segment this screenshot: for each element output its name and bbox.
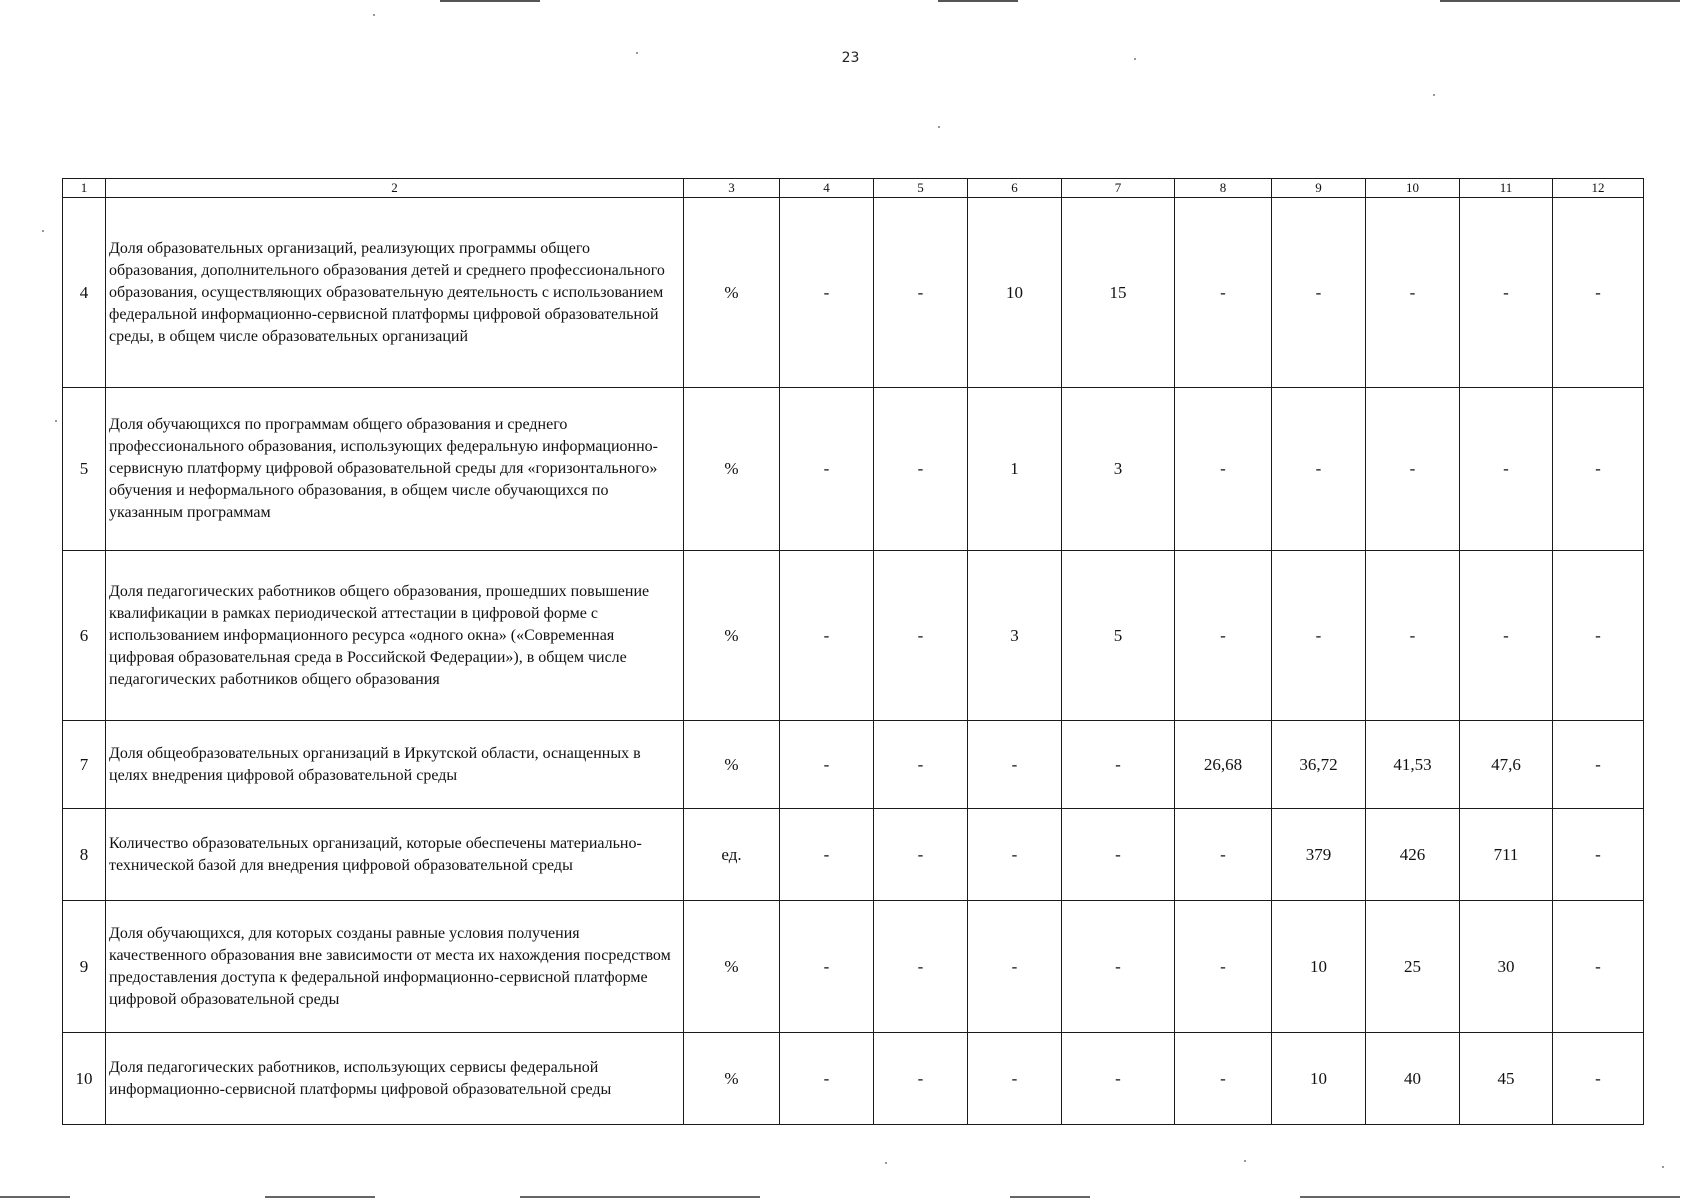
row-number: 6 <box>63 551 106 721</box>
column-header: 4 <box>780 179 874 198</box>
table-row <box>63 901 1644 1033</box>
table-row <box>63 551 1644 721</box>
value-cell: - <box>874 198 968 388</box>
indicators-table <box>62 178 1644 1125</box>
value-cell: - <box>1553 721 1644 809</box>
unit-cell: % <box>684 721 780 809</box>
value-cell: 40 <box>1366 1033 1460 1125</box>
value-cell: - <box>1553 809 1644 901</box>
value-cell: - <box>1272 551 1366 721</box>
indicator-description: Доля обучающихся по программам общего образования и среднего профессионального образования, использующих федеральную информационно-сервисную платформу цифровой образовательной среды для «горизонтального» обучения и неформального образования, в общем числе обучающихся по указанным программам <box>106 388 684 551</box>
value-cell: - <box>1062 721 1175 809</box>
value-cell: - <box>1062 901 1175 1033</box>
value-cell: - <box>874 901 968 1033</box>
scan-edge-line <box>938 0 1018 2</box>
value-cell: - <box>780 809 874 901</box>
value-cell: 45 <box>1460 1033 1553 1125</box>
scan-speck <box>1662 1166 1664 1168</box>
value-cell: 30 <box>1460 901 1553 1033</box>
value-cell: - <box>874 721 968 809</box>
table-row <box>63 198 1644 388</box>
value-cell: - <box>874 809 968 901</box>
scan-speck <box>938 126 940 128</box>
value-cell: - <box>874 551 968 721</box>
column-header: 8 <box>1175 179 1272 198</box>
value-cell: - <box>1553 198 1644 388</box>
indicator-description: Количество образовательных организаций, которые обеспечены материально-технической базой для внедрения цифровой образовательной среды <box>106 809 684 901</box>
value-cell: - <box>1460 551 1553 721</box>
column-header: 2 <box>106 179 684 198</box>
value-cell: 41,53 <box>1366 721 1460 809</box>
indicator-description: Доля общеобразовательных организаций в Иркутской области, оснащенных в целях внедрения цифровой образовательной среды <box>106 721 684 809</box>
value-cell: - <box>1366 388 1460 551</box>
value-cell: - <box>1460 388 1553 551</box>
value-cell: - <box>874 1033 968 1125</box>
value-cell: - <box>968 1033 1062 1125</box>
row-number: 10 <box>63 1033 106 1125</box>
row-number: 7 <box>63 721 106 809</box>
value-cell: 10 <box>1272 1033 1366 1125</box>
scan-edge-line <box>520 1196 760 1198</box>
value-cell: 10 <box>1272 901 1366 1033</box>
value-cell: - <box>1553 1033 1644 1125</box>
column-header: 1 <box>63 179 106 198</box>
value-cell: 379 <box>1272 809 1366 901</box>
scan-edge-line <box>1010 1196 1090 1198</box>
unit-cell: % <box>684 388 780 551</box>
value-cell: 1 <box>968 388 1062 551</box>
value-cell: - <box>1553 388 1644 551</box>
row-number: 8 <box>63 809 106 901</box>
value-cell: 25 <box>1366 901 1460 1033</box>
unit-cell: % <box>684 198 780 388</box>
value-cell: - <box>1460 198 1553 388</box>
value-cell: 26,68 <box>1175 721 1272 809</box>
value-cell: - <box>1062 1033 1175 1125</box>
value-cell: - <box>780 198 874 388</box>
value-cell: - <box>1175 198 1272 388</box>
value-cell: - <box>1366 551 1460 721</box>
indicator-description: Доля педагогических работников общего образования, прошедших повышение квалификации в рамках периодической аттестации в цифровой форме с использованием информационного ресурса «одного окна» («Современная цифровая образовательная среда в Российской Федерации»), в общем числе педагогических работников общего образования <box>106 551 684 721</box>
value-cell: - <box>968 721 1062 809</box>
scan-speck <box>373 14 375 16</box>
value-cell: - <box>1553 551 1644 721</box>
value-cell: 3 <box>1062 388 1175 551</box>
indicator-description: Доля образовательных организаций, реализующих программы общего образования, дополнительного образования детей и среднего профессионального образования, осуществляющих образовательную деятельность с использованием федеральной информационно-сервисной платформы цифровой образовательной среды, в общем числе образовательных организаций <box>106 198 684 388</box>
column-header: 5 <box>874 179 968 198</box>
column-header: 9 <box>1272 179 1366 198</box>
table-row <box>63 809 1644 901</box>
column-header: 6 <box>968 179 1062 198</box>
value-cell: 10 <box>968 198 1062 388</box>
value-cell: - <box>874 388 968 551</box>
value-cell: - <box>780 721 874 809</box>
indicator-description: Доля обучающихся, для которых созданы равные условия получения качественного образования вне зависимости от места их нахождения посредством предоставления доступа к федеральной информационно-сервисной платформе цифровой образовательной среды <box>106 901 684 1033</box>
unit-cell: ед. <box>684 809 780 901</box>
page-number: 23 <box>841 50 860 66</box>
value-cell: 3 <box>968 551 1062 721</box>
value-cell: 711 <box>1460 809 1553 901</box>
row-number: 4 <box>63 198 106 388</box>
scan-speck <box>55 420 57 422</box>
table-row <box>63 721 1644 809</box>
scan-edge-line <box>0 1196 70 1198</box>
table-row <box>63 388 1644 551</box>
scan-speck <box>1433 94 1435 96</box>
scan-speck <box>1244 1160 1246 1162</box>
column-header: 7 <box>1062 179 1175 198</box>
scan-edge-line <box>1300 1196 1680 1198</box>
table-row <box>63 1033 1644 1125</box>
value-cell: 47,6 <box>1460 721 1553 809</box>
column-header: 3 <box>684 179 780 198</box>
value-cell: 36,72 <box>1272 721 1366 809</box>
scan-speck <box>885 1162 887 1164</box>
value-cell: - <box>1175 551 1272 721</box>
unit-cell: % <box>684 551 780 721</box>
value-cell: - <box>780 1033 874 1125</box>
scan-speck <box>636 52 638 54</box>
value-cell: 15 <box>1062 198 1175 388</box>
value-cell: - <box>1175 809 1272 901</box>
column-number-row <box>63 179 1644 198</box>
scan-edge-line <box>440 0 540 2</box>
value-cell: - <box>968 809 1062 901</box>
column-header: 11 <box>1460 179 1553 198</box>
value-cell: - <box>1062 809 1175 901</box>
scan-edge-line <box>1440 0 1680 2</box>
value-cell: - <box>1553 901 1644 1033</box>
scan-speck <box>42 230 44 232</box>
value-cell: - <box>968 901 1062 1033</box>
value-cell: 5 <box>1062 551 1175 721</box>
unit-cell: % <box>684 1033 780 1125</box>
value-cell: - <box>1175 901 1272 1033</box>
value-cell: - <box>1175 1033 1272 1125</box>
value-cell: - <box>1366 198 1460 388</box>
value-cell: - <box>780 551 874 721</box>
indicator-description: Доля педагогических работников, использующих сервисы федеральной информационно-сервисной платформы цифровой образовательной среды <box>106 1033 684 1125</box>
column-header: 12 <box>1553 179 1644 198</box>
row-number: 5 <box>63 388 106 551</box>
value-cell: - <box>1272 388 1366 551</box>
scan-speck <box>1134 58 1136 60</box>
row-number: 9 <box>63 901 106 1033</box>
column-header: 10 <box>1366 179 1460 198</box>
unit-cell: % <box>684 901 780 1033</box>
scan-edge-line <box>265 1196 375 1198</box>
value-cell: - <box>1175 388 1272 551</box>
value-cell: - <box>1272 198 1366 388</box>
value-cell: 426 <box>1366 809 1460 901</box>
value-cell: - <box>780 388 874 551</box>
value-cell: - <box>780 901 874 1033</box>
